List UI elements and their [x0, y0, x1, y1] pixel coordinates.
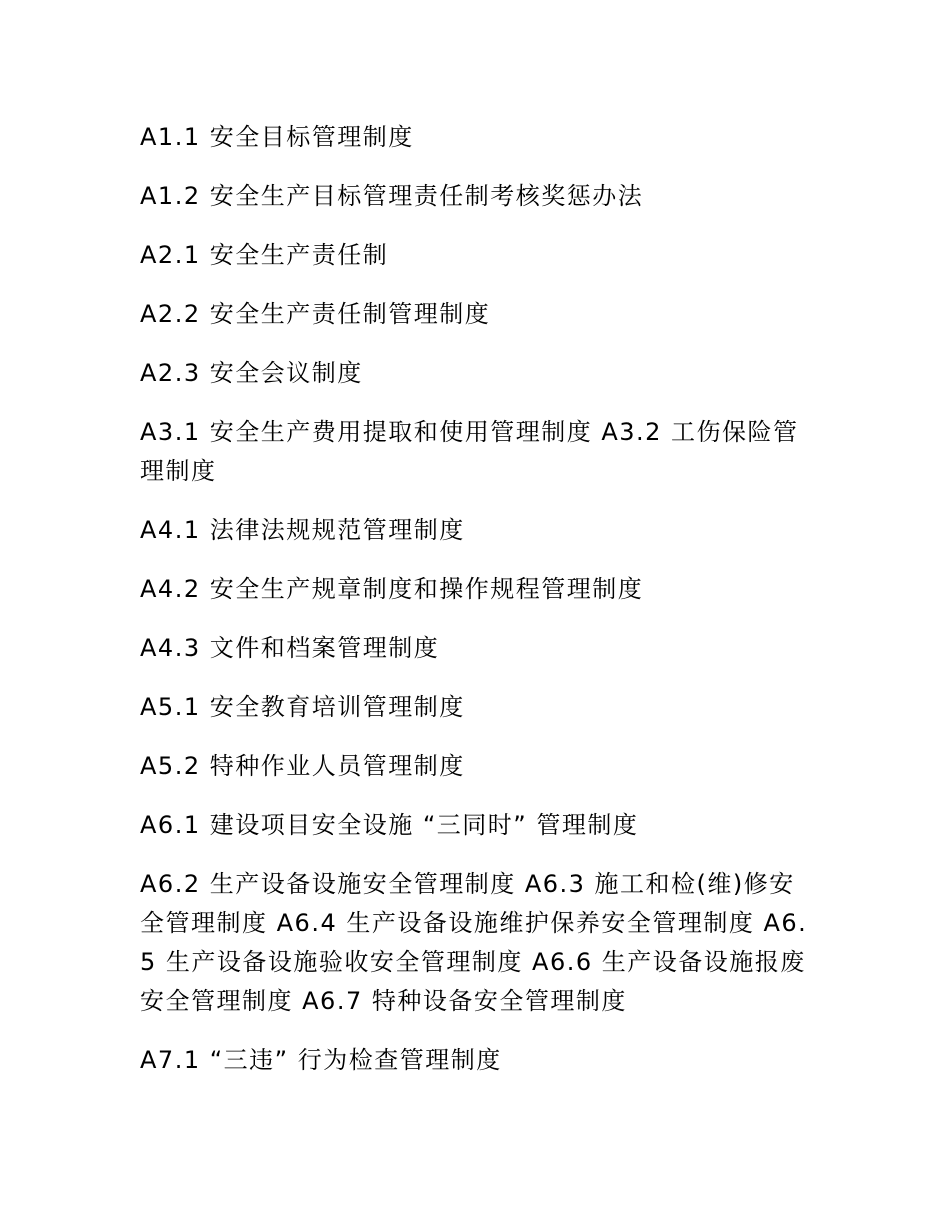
paragraph-a3: A3.1 安全生产费用提取和使用管理制度 A3.2 工伤保险管理制度	[140, 418, 799, 485]
paragraph-a2-1: A2.1 安全生产责任制	[140, 241, 389, 269]
paragraph-a5-2: A5.2 特种作业人员管理制度	[140, 752, 465, 780]
paragraph-a2-2: A2.2 安全生产责任制管理制度	[140, 300, 491, 328]
paragraph-a4-1: A4.1 法律法规规范管理制度	[140, 516, 465, 544]
paragraph-a6-2-to-a6-7: A6.2 生产设备设施安全管理制度 A6.3 施工和检(维)修安全管理制度 A6.4 生产设备设施维护保养安全管理制度 A6.5 生产设备设施验收安全管理制度 A6.6 生产设备设施报废安全管理制度 A6.7 特种设备安全管理制度	[140, 870, 808, 1015]
paragraph-a2-3: A2.3 安全会议制度	[140, 359, 363, 387]
paragraph-a5-1: A5.1 安全教育培训管理制度	[140, 693, 465, 721]
paragraph-a1-1: A1.1 安全目标管理制度	[140, 123, 414, 151]
paragraph-a1-2: A1.2 安全生产目标管理责任制考核奖惩办法	[140, 182, 644, 210]
document-page	[140, 118, 812, 1100]
paragraph-a6-1: A6.1 建设项目安全设施 “三同时” 管理制度	[140, 811, 639, 839]
paragraph-a4-3: A4.3 文件和档案管理制度	[140, 634, 440, 662]
paragraph-a7-1: A7.1 “三违” 行为检查管理制度	[140, 1046, 502, 1074]
paragraph-a4-2: A4.2 安全生产规章制度和操作规程管理制度	[140, 575, 644, 603]
